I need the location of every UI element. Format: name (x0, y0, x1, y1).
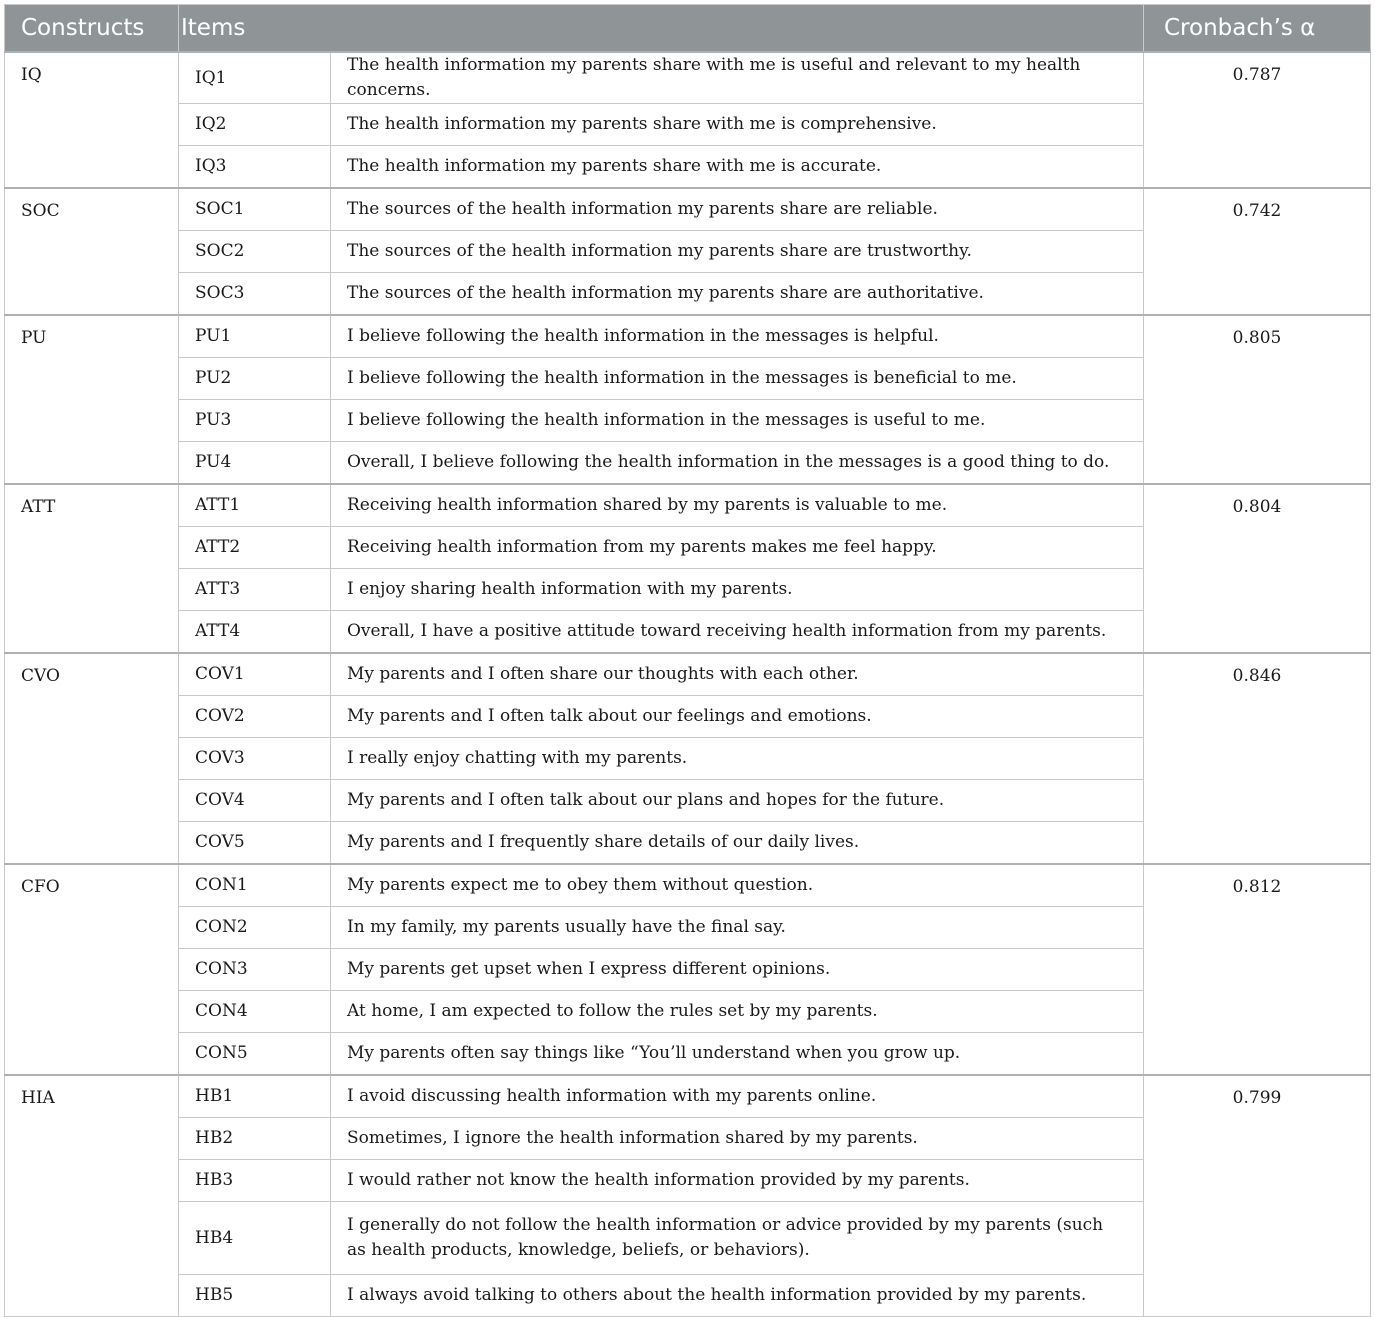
item-code-cell: ATT1 (179, 484, 331, 527)
item-code-cell: CON4 (179, 991, 331, 1033)
item-text-cell: Receiving health information shared by my parents is valuable to me. (331, 484, 1144, 527)
item-text-cell: My parents and I frequently share details of our daily lives. (331, 822, 1144, 865)
item-code-cell: COV4 (179, 780, 331, 822)
item-code-cell: PU2 (179, 358, 331, 400)
table-row (5, 484, 1371, 527)
header-cronbach-alpha: Cronbach’s α (1144, 5, 1371, 53)
construct-cell: IQ (5, 52, 179, 188)
item-code-cell: CON3 (179, 949, 331, 991)
item-code-cell: COV3 (179, 738, 331, 780)
item-text-cell: The health information my parents share with me is accurate. (331, 146, 1144, 189)
item-code-cell: PU3 (179, 400, 331, 442)
header-constructs: Constructs (5, 5, 179, 53)
item-text-cell: I always avoid talking to others about the health information provided by my parents. (331, 1275, 1144, 1317)
item-code-cell: HB5 (179, 1275, 331, 1317)
cronbach-alpha-cell: 0.742 (1144, 188, 1371, 315)
item-text-cell: The sources of the health information my parents share are authoritative. (331, 273, 1144, 316)
item-code-cell: ATT4 (179, 611, 331, 654)
table-body (5, 52, 1371, 1317)
item-text-cell: At home, I am expected to follow the rules set by my parents. (331, 991, 1144, 1033)
item-code-cell: COV5 (179, 822, 331, 865)
item-code-cell: CON5 (179, 1033, 331, 1076)
item-code-cell: ATT2 (179, 527, 331, 569)
header-items: Items (179, 5, 331, 53)
construct-cell: HIA (5, 1075, 179, 1317)
constructs-table (4, 4, 1371, 1317)
item-text-cell: I avoid discussing health information with my parents online. (331, 1075, 1144, 1118)
construct-cell: CVO (5, 653, 179, 864)
item-code-cell: HB4 (179, 1202, 331, 1275)
cronbach-alpha-cell: 0.846 (1144, 653, 1371, 864)
item-text-cell: The health information my parents share with me is useful and relevant to my health concerns. (331, 52, 1144, 104)
item-code-cell: HB2 (179, 1118, 331, 1160)
cronbach-alpha-cell: 0.812 (1144, 864, 1371, 1075)
item-text-cell: Overall, I believe following the health information in the messages is a good thing to do. (331, 442, 1144, 485)
item-code-cell: IQ1 (179, 52, 331, 104)
item-code-cell: SOC2 (179, 231, 331, 273)
item-code-cell: HB3 (179, 1160, 331, 1202)
item-text-cell: My parents often say things like “You’ll understand when you grow up. (331, 1033, 1144, 1076)
item-code-cell: HB1 (179, 1075, 331, 1118)
item-text-cell: I would rather not know the health information provided by my parents. (331, 1160, 1144, 1202)
item-text-cell: I believe following the health information in the messages is helpful. (331, 315, 1144, 358)
item-code-cell: IQ3 (179, 146, 331, 189)
item-code-cell: PU4 (179, 442, 331, 485)
construct-cell: ATT (5, 484, 179, 653)
item-text-cell: I enjoy sharing health information with my parents. (331, 569, 1144, 611)
table-header (5, 5, 1371, 53)
cronbach-alpha-cell: 0.787 (1144, 52, 1371, 188)
table-row (5, 188, 1371, 231)
item-text-cell: I believe following the health information in the messages is beneficial to me. (331, 358, 1144, 400)
construct-cell: SOC (5, 188, 179, 315)
item-code-cell: COV2 (179, 696, 331, 738)
item-code-cell: IQ2 (179, 104, 331, 146)
item-code-cell: CON2 (179, 907, 331, 949)
table-row (5, 653, 1371, 696)
item-code-cell: COV1 (179, 653, 331, 696)
cronbach-alpha-cell: 0.799 (1144, 1075, 1371, 1317)
header-item-text (331, 5, 1144, 53)
item-code-cell: PU1 (179, 315, 331, 358)
item-text-cell: Receiving health information from my parents makes me feel happy. (331, 527, 1144, 569)
item-text-cell: My parents and I often talk about our plans and hopes for the future. (331, 780, 1144, 822)
item-text-cell: Overall, I have a positive attitude toward receiving health information from my parents. (331, 611, 1144, 654)
item-text-cell: I generally do not follow the health information or advice provided by my parents (such as health products, knowledge, beliefs, or behaviors). (331, 1202, 1144, 1275)
item-text-cell: Sometimes, I ignore the health information shared by my parents. (331, 1118, 1144, 1160)
item-text-cell: I really enjoy chatting with my parents. (331, 738, 1144, 780)
table-row (5, 864, 1371, 907)
item-text-cell: In my family, my parents usually have the final say. (331, 907, 1144, 949)
item-text-cell: The sources of the health information my parents share are reliable. (331, 188, 1144, 231)
cronbach-alpha-cell: 0.805 (1144, 315, 1371, 484)
cronbach-alpha-cell: 0.804 (1144, 484, 1371, 653)
item-text-cell: I believe following the health information in the messages is useful to me. (331, 400, 1144, 442)
item-text-cell: My parents and I often share our thoughts with each other. (331, 653, 1144, 696)
item-text-cell: My parents get upset when I express different opinions. (331, 949, 1144, 991)
item-text-cell: The sources of the health information my parents share are trustworthy. (331, 231, 1144, 273)
item-code-cell: CON1 (179, 864, 331, 907)
table-row (5, 1075, 1371, 1118)
item-code-cell: SOC1 (179, 188, 331, 231)
table-row (5, 315, 1371, 358)
item-code-cell: SOC3 (179, 273, 331, 316)
construct-cell: PU (5, 315, 179, 484)
item-code-cell: ATT3 (179, 569, 331, 611)
item-text-cell: The health information my parents share with me is comprehensive. (331, 104, 1144, 146)
construct-cell: CFO (5, 864, 179, 1075)
item-text-cell: My parents expect me to obey them without question. (331, 864, 1144, 907)
table-row (5, 52, 1371, 104)
item-text-cell: My parents and I often talk about our feelings and emotions. (331, 696, 1144, 738)
header-row (5, 5, 1371, 53)
